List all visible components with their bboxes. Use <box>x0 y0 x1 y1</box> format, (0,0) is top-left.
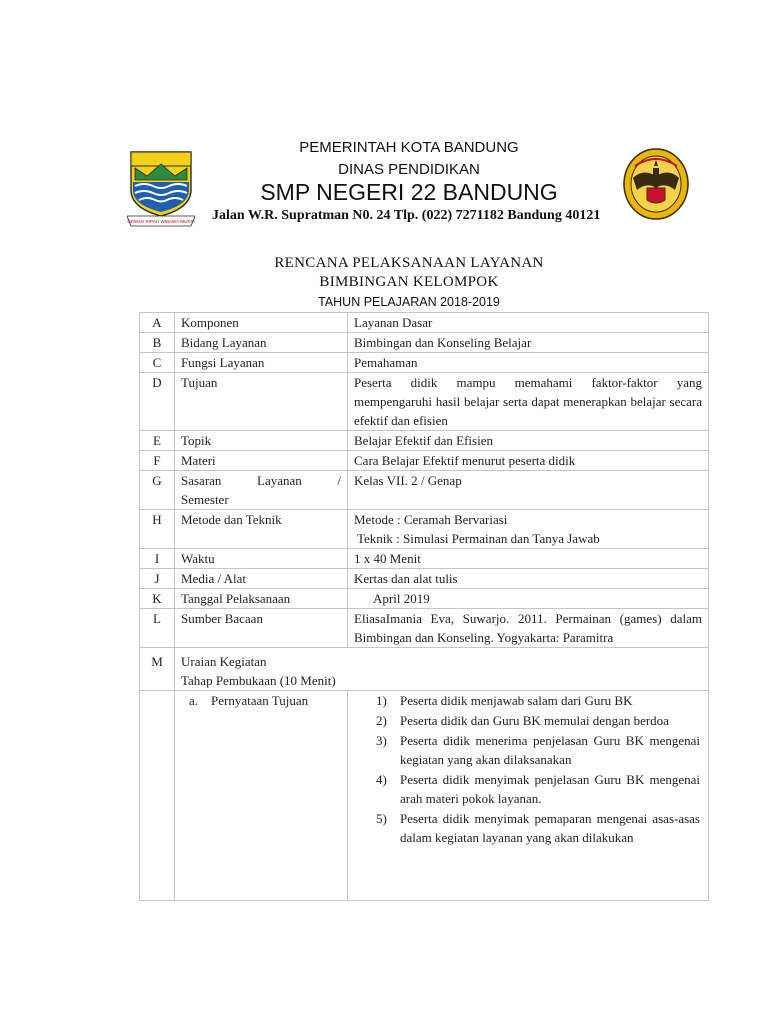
row-letter: C <box>140 353 175 373</box>
table-row <box>140 333 709 353</box>
semester-word: Semester <box>181 492 229 507</box>
activity-steps <box>376 691 700 847</box>
step-number: 1) <box>376 693 387 708</box>
slash: / <box>337 473 341 488</box>
stage-heading: Tahap Pembukaan (10 Menit) <box>181 673 336 688</box>
row-letter: E <box>140 431 175 451</box>
row-label: Tanggal Pelaksanaan <box>175 589 348 609</box>
academic-year: TAHUN PELAJARAN 2018-2019 <box>318 295 500 309</box>
step-number: 4) <box>376 772 387 787</box>
table-row <box>140 609 709 648</box>
school-seal-logo <box>623 148 689 220</box>
header-line1: PEMERINTAH KOTA BANDUNG <box>299 139 519 156</box>
step-text: Peserta didik menerima penjelasan Guru BK mengenai kegiatan yang akan dilaksanakan <box>400 733 700 767</box>
row-value: Belajar Efektif dan Efisien <box>348 431 709 451</box>
table-row <box>140 313 709 333</box>
step-text: Peserta didik menjawab salam dari Guru BK <box>400 693 633 708</box>
table-row <box>140 648 709 691</box>
row-letter: J <box>140 569 175 589</box>
uraian-heading: Uraian Kegiatan <box>181 654 267 669</box>
step-text: Peserta didik menyimak penjelasan Guru BK mengenai arah materi pokok layanan. <box>400 772 700 806</box>
row-letter: B <box>140 333 175 353</box>
activity-steps-cell <box>348 691 709 901</box>
row-label: Topik <box>175 431 348 451</box>
row-letter: I <box>140 549 175 569</box>
row-value: Pemahaman <box>348 353 709 373</box>
list-item <box>376 691 700 710</box>
table-row <box>140 373 709 431</box>
step-text: Peserta didik dan Guru BK memulai dengan berdoa <box>400 713 669 728</box>
row-letter: A <box>140 313 175 333</box>
list-item <box>376 731 700 769</box>
table-row <box>140 451 709 471</box>
row-letter: L <box>140 609 175 648</box>
row-letter: F <box>140 451 175 471</box>
row-value: Kelas VII. 2 / Genap <box>348 471 709 510</box>
row-label: Waktu <box>175 549 348 569</box>
row-value: Cara Belajar Efektif menurut peserta didik <box>348 451 709 471</box>
activity-letter: a. <box>189 693 199 708</box>
row-value: Bimbingan dan Konseling Belajar <box>348 333 709 353</box>
sasaran-label <box>181 471 341 490</box>
row-value: Kertas dan alat tulis <box>348 569 709 589</box>
header-line2: DINAS PENDIDIKAN <box>338 161 480 178</box>
row-label: Tujuan <box>175 373 348 431</box>
table-row <box>140 691 709 901</box>
layanan-word: Layanan <box>257 473 302 488</box>
step-text: Peserta didik menyimak pemaparan mengenai asas-asas dalam kegiatan layanan yang akan dilakukan <box>400 811 700 845</box>
table-row <box>140 569 709 589</box>
sasaran-word: Sasaran <box>181 473 222 488</box>
step-number: 3) <box>376 733 387 748</box>
table-row <box>140 549 709 569</box>
metode-line: Metode : Ceramah Bervariasi <box>354 512 508 527</box>
row-letter: D <box>140 373 175 431</box>
teknik-line: Teknik : Simulasi Permainan dan Tanya Jawab <box>357 531 600 546</box>
activity-label-cell <box>175 691 348 901</box>
step-number: 2) <box>376 713 387 728</box>
list-item <box>376 809 700 847</box>
table-row <box>140 589 709 609</box>
table-row <box>140 510 709 549</box>
row-letter: H <box>140 510 175 549</box>
row-letter: G <box>140 471 175 510</box>
row-label: Fungsi Layanan <box>175 353 348 373</box>
row-label: Metode dan Teknik <box>175 510 348 549</box>
row-value: April 2019 <box>348 589 709 609</box>
table-row <box>140 431 709 451</box>
document-title: RENCANA PELAKSANAAN LAYANAN <box>274 255 544 271</box>
row-letter: K <box>140 589 175 609</box>
emblem-motto: GEMAH RIPAH WIBAWA MUKTI <box>127 219 195 224</box>
row-value <box>348 510 709 549</box>
activity-label <box>181 691 341 710</box>
step-number: 5) <box>376 811 387 826</box>
table-row <box>140 471 709 510</box>
plan-table <box>139 312 709 901</box>
row-value: Layanan Dasar <box>348 313 709 333</box>
row-label: Media / Alat <box>175 569 348 589</box>
school-address: Jalan W.R. Supratman N0. 24 Tlp. (022) 7271182 Bandung 40121 <box>212 208 601 223</box>
row-label: Sumber Bacaan <box>175 609 348 648</box>
row-label: Bidang Layanan <box>175 333 348 353</box>
row-letter: M <box>140 648 175 691</box>
row-label <box>175 648 709 691</box>
letterhead <box>0 0 768 240</box>
activity-name: Pernyataan Tujuan <box>211 693 309 708</box>
row-label <box>175 471 348 510</box>
row-label: Materi <box>175 451 348 471</box>
row-value: Peserta didik mampu memahami faktor-faktor yang mempengaruhi hasil belajar serta dapat menerapkan belajar secara efektif dan efisien <box>348 373 709 431</box>
table-row <box>140 353 709 373</box>
row-label: Komponen <box>175 313 348 333</box>
row-value: EliasaImania Eva, Suwarjo. 2011. Permainan (games) dalam Bimbingan dan Konseling. Yogyakarta: Paramitra <box>348 609 709 648</box>
school-name: SMP NEGERI 22 BANDUNG <box>260 179 558 205</box>
list-item <box>376 711 700 730</box>
document-subtitle: BIMBINGAN KELOMPOK <box>319 274 499 290</box>
list-item <box>376 770 700 808</box>
row-value: 1 x 40 Menit <box>348 549 709 569</box>
